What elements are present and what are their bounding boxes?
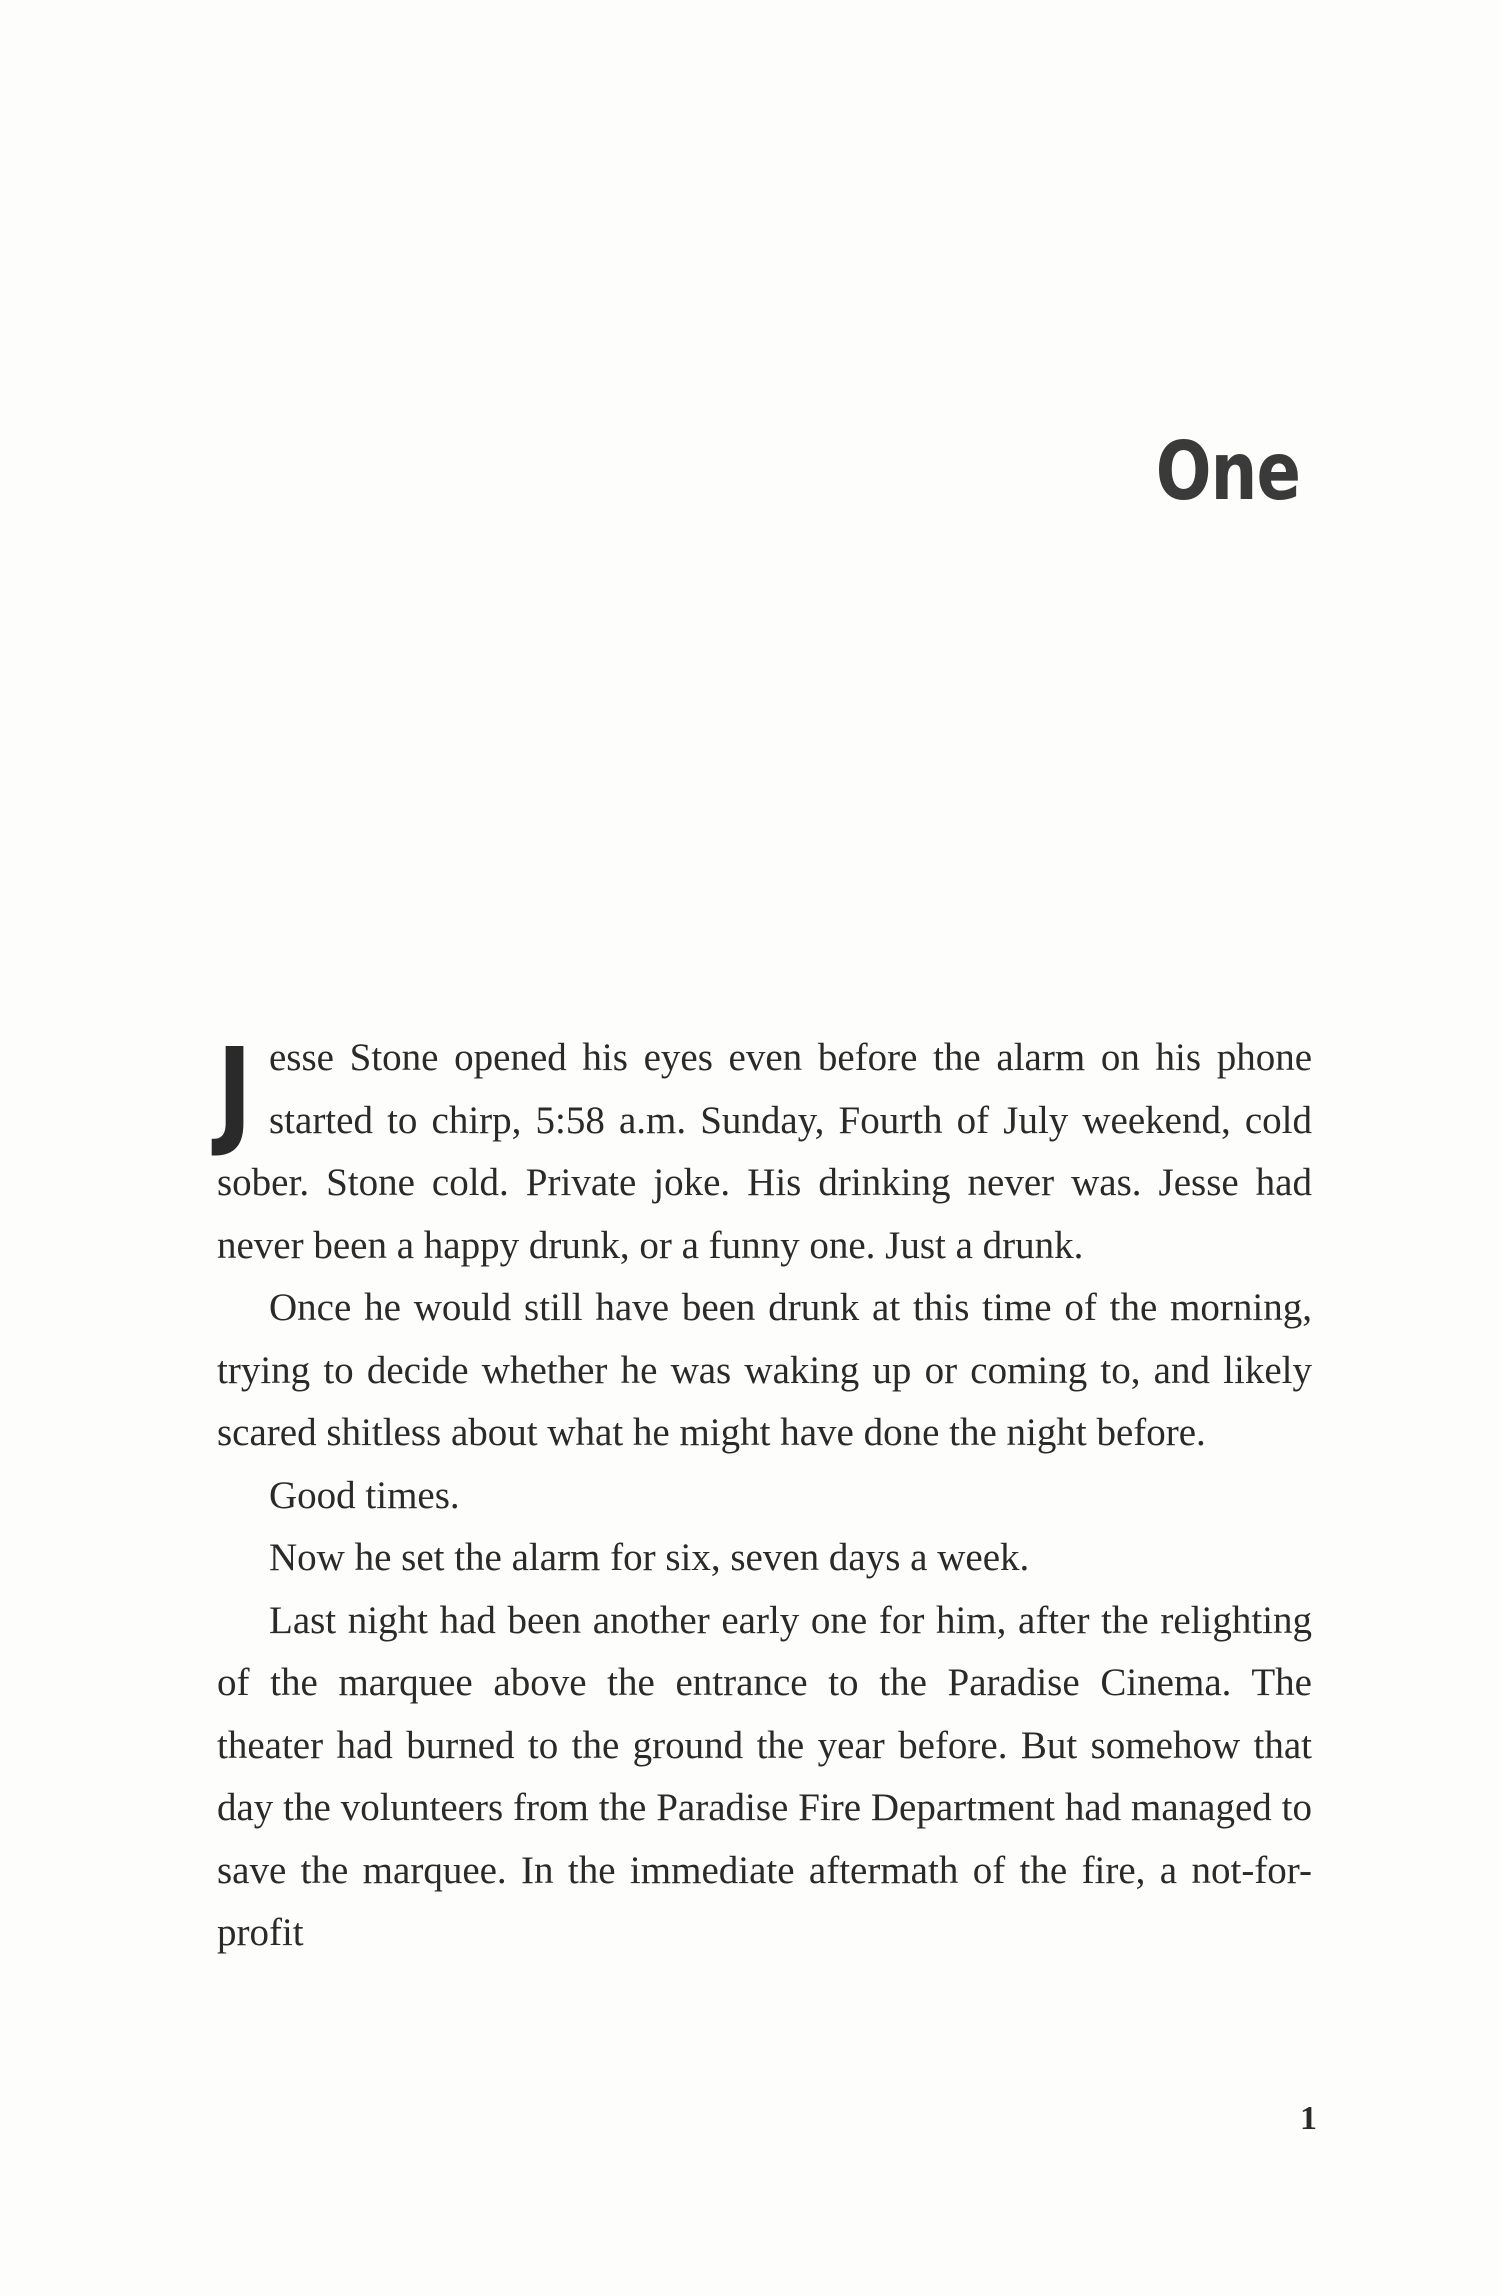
paragraph: Good times. bbox=[269, 1473, 460, 1517]
paragraph: Now he set the alarm for six, seven days a week. bbox=[269, 1536, 1030, 1579]
paragraph bbox=[217, 1022, 1312, 1277]
chapter-title: One bbox=[1155, 425, 1300, 518]
drop-cap: J bbox=[217, 1022, 253, 1160]
body-text bbox=[217, 1022, 1312, 1965]
page-number: 1 bbox=[1300, 2100, 1317, 2137]
paragraph-text: esse Stone opened his eyes even before the alarm on his phone started to chirp, 5:58 a.m. Sunday, Fourth of July weekend, cold sober. Stone cold. Private joke. His drinking never was. Jesse had never been a happy drunk, or a funny one. Just a drunk. bbox=[217, 1036, 1312, 1267]
paragraph: Once he would still have been drunk at this time of the morning, trying to decide whether he was waking up or coming to, and likely scared shitless about what he might have done the night before. bbox=[217, 1286, 1312, 1454]
paragraph: Last night had been another early one for him, after the relighting of the marquee above the entrance to the Paradise Cinema. The theater had burned to the ground the year before. But somehow that day the volunteers from the Paradise Fire Department had managed to save the marquee. In the immediate aftermath of the fire, a not-for-profit bbox=[217, 1598, 1312, 1954]
